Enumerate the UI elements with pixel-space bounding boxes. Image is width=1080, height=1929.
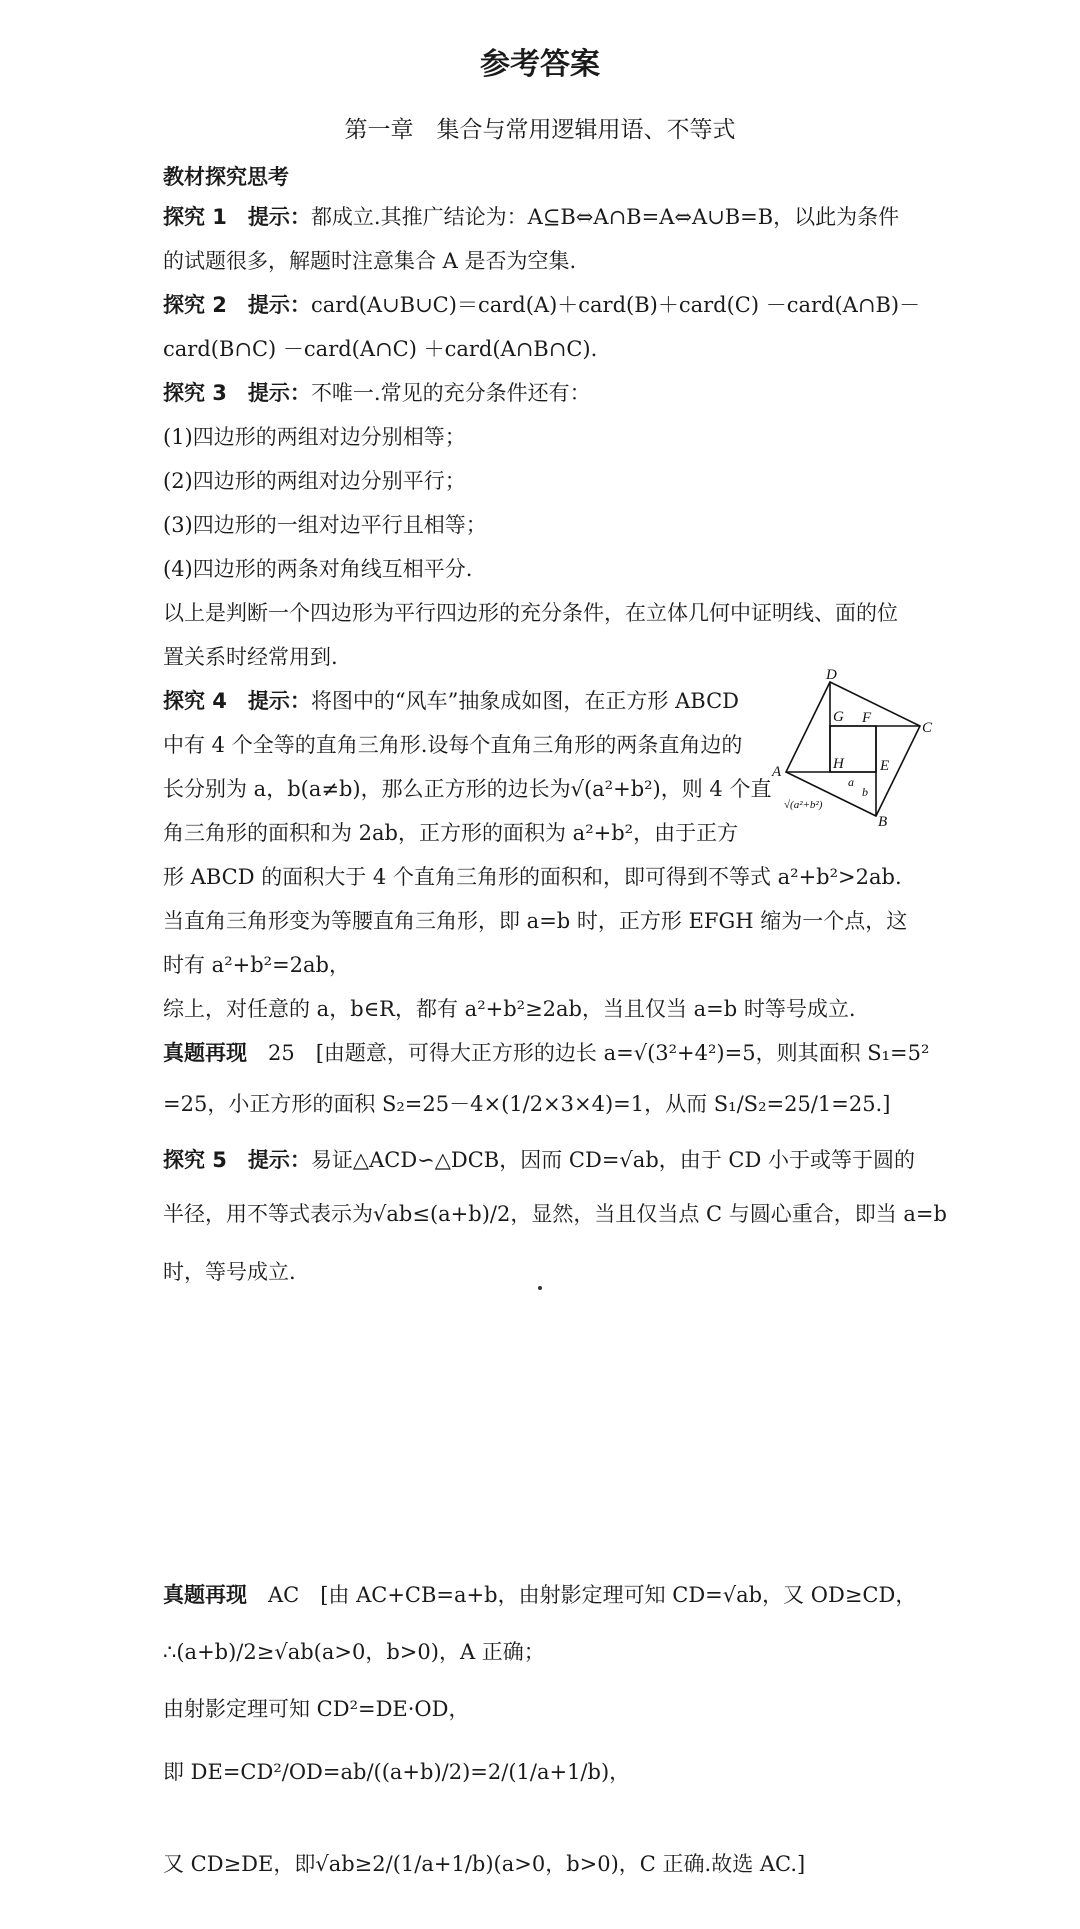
text-line: 角三角形的面积和为 2ab，正方形的面积为 a²+b²，由于正方 [163, 821, 739, 845]
text-line: 即 DE=CD²/OD=ab/((a+b)/2)=2/(1/a+1/b)， [163, 1760, 631, 1784]
label-g: G [833, 709, 844, 725]
text-line: 真题再现 25 [由题意，可得大正方形的边长 a=√(3²+4²)=5，则其面积 S₁=5² [163, 1041, 930, 1065]
label-h: H [833, 756, 844, 772]
text-line: 时，等号成立. [163, 1260, 296, 1284]
section-heading: 教材探究思考 [163, 165, 289, 189]
text-line: (3)四边形的一组对边平行且相等； [163, 513, 487, 537]
text-line: 探究 1 提示：都成立.其推广结论为：A⊆B⇔A∩B=A⇔A∪B=B，以此为条件 [163, 205, 900, 229]
label-a-side: a [848, 775, 854, 789]
stray-dot [538, 1286, 542, 1290]
text-line: 中有 4 个全等的直角三角形.设每个直角三角形的两条直角边的 [163, 733, 743, 757]
text-line: card(B∩C) －card(A∩C) ＋card(A∩B∩C). [163, 337, 598, 361]
text-line: 长分别为 a，b(a≠b)，那么正方形的边长为√(a²+b²)，则 4 个直 [163, 777, 772, 801]
label-c: C [922, 720, 933, 736]
text-line: 探究 5 提示：易证△ACD∽△DCB，因而 CD=√ab，由于 CD 小于或等于圆的 [163, 1148, 916, 1172]
text-line: 以上是判断一个四边形为平行四边形的充分条件，在立体几何中证明线、面的位 [163, 601, 898, 625]
square-pinwheel-diagram [770, 668, 935, 828]
label-b-vertex: B [878, 814, 888, 828]
text-line: 真题再现 AC [由 AC+CB=a+b，由射影定理可知 CD=√ab，又 OD≥CD， [163, 1583, 917, 1607]
label-hypotenuse: √(a²+b²) [784, 799, 823, 811]
text-line: 综上，对任意的 a，b∈R，都有 a²+b²≥2ab，当且仅当 a=b 时等号成立. [163, 997, 856, 1021]
text-line: (2)四边形的两组对边分别平行； [163, 469, 466, 493]
label-b-side: b [862, 785, 868, 799]
text-line: 的试题很多，解题时注意集合 A 是否为空集. [163, 249, 577, 273]
text-line: 又 CD≥DE，即√ab≥2/(1/a+1/b)(a>0，b>0)，C 正确.故选 AC.] [163, 1852, 806, 1876]
text-line: (1)四边形的两组对边分别相等； [163, 425, 466, 449]
text-line: 置关系时经常用到. [163, 645, 338, 669]
text-line: 探究 4 提示：将图中的“风车”抽象成如图，在正方形 ABCD [163, 689, 739, 713]
text-line: =25，小正方形的面积 S₂=25－4×(1/2×3×4)=1，从而 S₁/S₂=25/1=25.] [163, 1092, 891, 1116]
label-e: E [880, 758, 890, 774]
text-line: 探究 2 提示：card(A∪B∪C)＝card(A)＋card(B)＋card(C) －card(A∩B)－ [163, 293, 921, 317]
text-line: 当直角三角形变为等腰直角三角形，即 a=b 时，正方形 EFGH 缩为一个点，这 [163, 909, 908, 933]
text-line: 由射影定理可知 CD²=DE·OD， [163, 1697, 470, 1721]
text-line: 半径，用不等式表示为√ab≤(a+b)/2，显然，当且仅当点 C 与圆心重合，即当 a=b [163, 1202, 947, 1226]
page-title: 参考答案 [480, 47, 600, 82]
chapter-heading: 第一章 集合与常用逻辑用语、不等式 [344, 117, 736, 143]
label-a-vertex: A [772, 764, 782, 780]
text-line: (4)四边形的两条对角线互相平分. [163, 557, 473, 581]
outer-square-abcd [786, 682, 920, 816]
text-line: ∴(a+b)/2≥√ab(a>0，b>0)，A 正确； [163, 1640, 545, 1664]
text-line: 时有 a²+b²=2ab， [163, 953, 350, 977]
text-line: 形 ABCD 的面积大于 4 个直角三角形的面积和，即可得到不等式 a²+b²>2ab. [163, 865, 902, 889]
label-d: D [826, 668, 837, 683]
label-f: F [862, 710, 872, 726]
text-line: 探究 3 提示：不唯一.常见的充分条件还有： [163, 381, 591, 405]
